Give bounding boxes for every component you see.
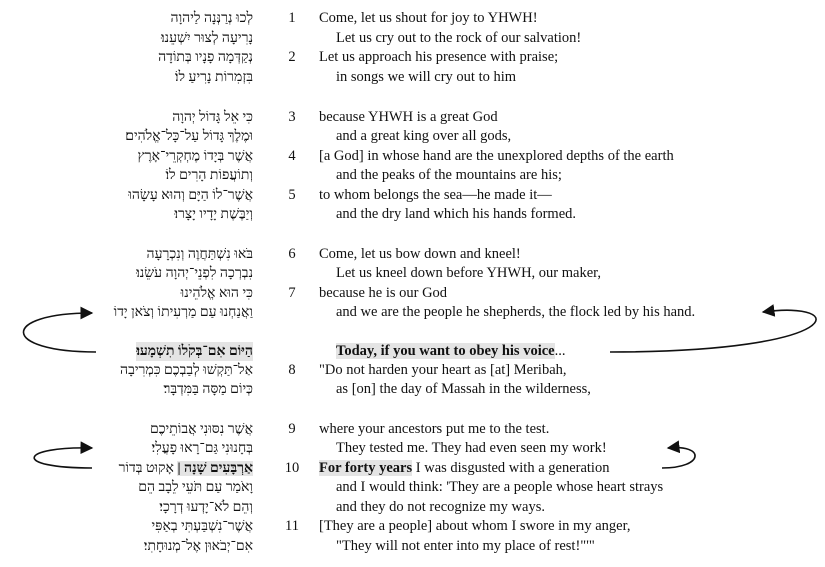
verse-number-4: 4 bbox=[288, 148, 296, 164]
english-line-7b: and we are the people he shepherds, the flock led by his hand. bbox=[336, 304, 696, 320]
left-curved-arrow-bottom bbox=[34, 448, 92, 468]
english-line-10a bbox=[319, 459, 609, 478]
verse-number-5: 5 bbox=[288, 187, 296, 203]
hebrew-line-8b: כְּיוֹם מַסָּה בַּמִּדְבָּר׃ bbox=[163, 382, 253, 397]
english-line-4b: and the peaks of the mountains are his; bbox=[336, 167, 562, 183]
hebrew-line-6a: בֹּאוּ נִשְׁתַּחֲוֶה וְנִכְרָעָה bbox=[146, 247, 253, 262]
hebrew-line-7c-highlight: הַיּוֹם אִם־בְּקֹלוֹ תִשְׁמָעוּ׃ bbox=[136, 344, 253, 359]
hebrew-line-10b: וָאֹמַר עַם תֹּעֵי לֵבָב הֵם bbox=[138, 480, 253, 495]
hebrew-line-5b: וְיַבֶּשֶׁת יָדָיו יָצָרוּ׃ bbox=[174, 207, 253, 222]
right-curved-arrow-bottom bbox=[662, 448, 695, 468]
english-line-9a: where your ancestors put me to the test. bbox=[319, 421, 550, 437]
english-line-1b: Let us cry out to the rock of our salvation! bbox=[336, 30, 582, 46]
english-highlight-forty-years: For forty years bbox=[319, 460, 413, 476]
verse-number-1: 1 bbox=[288, 10, 296, 26]
verse-number-3: 3 bbox=[288, 109, 296, 125]
english-line-7c bbox=[336, 342, 565, 361]
verse-number-6: 6 bbox=[288, 246, 296, 262]
english-line-2b: in songs we will cry out to him bbox=[336, 69, 517, 85]
english-line-9b: They tested me. They had even seen my work! bbox=[336, 440, 607, 456]
english-line-4a: [a God] in whose hand are the unexplored depths of the earth bbox=[319, 148, 674, 164]
hebrew-line-10c: וְהֵם לֹא־יָדְעוּ דְרָכָי׃ bbox=[159, 500, 253, 515]
left-curved-arrow-top bbox=[23, 313, 96, 352]
english-line-10a-rest: I was disgusted with a generation bbox=[412, 460, 610, 476]
english-line-1a: Come, let us shout for joy to YHWH! bbox=[319, 10, 538, 26]
english-line-5a: to whom belongs the sea—he made it— bbox=[319, 187, 552, 203]
hebrew-line-5a: אֲשֶׁר־לוֹ הַיָּם וְהוּא עָשָׂהוּ bbox=[128, 188, 253, 203]
english-line-10b: and I would think: 'They are a people whose heart strays bbox=[336, 479, 664, 495]
hebrew-line-1b: נָרִיעָה לְצוּר יִשְׁעֵנוּ׃ bbox=[160, 31, 253, 46]
english-line-7a: because he is our God bbox=[319, 285, 448, 301]
verse-number-10: 10 bbox=[284, 460, 300, 476]
english-line-3a: because YHWH is a great God bbox=[319, 109, 498, 125]
english-line-6a: Come, let us bow down and kneel! bbox=[319, 246, 521, 262]
hebrew-line-4a: אֲשֶׁר בְּיָדוֹ מֶחְקְרֵי־אָרֶץ bbox=[137, 149, 253, 164]
hebrew-line-1a: לְכוּ נְרַנְּנָה לַיהוָה bbox=[170, 11, 253, 26]
hebrew-line-6b: נִבְרְכָה לִפְנֵי־יְהוָה עֹשֵׂנוּ׃ bbox=[136, 266, 253, 281]
english-line-2a: Let us approach his presence with praise; bbox=[319, 49, 559, 65]
english-line-11a: [They are a people] about whom I swore in my anger, bbox=[319, 518, 631, 534]
english-line-6b: Let us kneel down before YHWH, our maker, bbox=[336, 265, 602, 281]
english-line-8b: as [on] the day of Massah in the wilderness, bbox=[336, 381, 591, 397]
english-ellipsis: ... bbox=[554, 343, 566, 359]
english-line-8a: "Do not harden your heart as [at] Meribah, bbox=[319, 362, 567, 378]
hebrew-line-3b: וּמֶלֶךְ גָּדוֹל עַל־כָּל־אֱלֹהִים׃ bbox=[125, 129, 253, 144]
verse-number-11: 11 bbox=[285, 518, 299, 534]
hebrew-line-4b: וְתוֹעֲפוֹת הָרִים לוֹ׃ bbox=[165, 168, 253, 183]
hebrew-line-11b: אִם־יְבֹאוּן אֶל־מְנוּחָתִי׃ bbox=[143, 539, 253, 554]
verse-number-7: 7 bbox=[288, 285, 296, 301]
verse-number-9: 9 bbox=[288, 421, 296, 437]
english-line-3b: and a great king over all gods, bbox=[336, 128, 512, 144]
hebrew-highlight-forty-years: אַרְבָּעִים שָׁנָה | bbox=[177, 461, 253, 476]
hebrew-line-10a-rest: אָקוּט בְּדוֹר bbox=[118, 461, 174, 476]
verse-number-2: 2 bbox=[288, 49, 296, 65]
hebrew-line-3a: כִּי אֵל גָּדוֹל יְהוָה bbox=[172, 110, 253, 125]
hebrew-line-9b: בְּחָנוּנִי גַּם־רָאוּ פָעֳלִי׃ bbox=[151, 441, 253, 456]
hebrew-line-2b: בִּזְמִרוֹת נָרִיעַ לוֹ׃ bbox=[174, 70, 253, 85]
hebrew-line-2a: נְקַדְּמָה פָנָיו בְּתוֹדָה bbox=[158, 50, 253, 65]
hebrew-line-7a: כִּי הוּא אֱלֹהֵינוּ bbox=[180, 286, 253, 301]
english-line-10c: and they do not recognize my ways. bbox=[336, 499, 545, 515]
english-line-5b: and the dry land which his hands formed. bbox=[336, 206, 577, 222]
hebrew-line-11a: אֲשֶׁר־נִשְׁבַּעְתִּי בְאַפִּי bbox=[151, 519, 253, 534]
english-highlight-today: Today, if you want to obey his voice bbox=[336, 343, 555, 359]
verse-number-8: 8 bbox=[288, 362, 296, 378]
hebrew-line-7b: וַאֲנַחְנוּ עַם מַרְעִיתוֹ וְצֹאן יָדוֹ bbox=[113, 305, 253, 320]
hebrew-line-8a: אַל־תַּקְשׁוּ לְבַבְכֶם כִּמְרִיבָה bbox=[120, 363, 253, 378]
hebrew-line-9a: אֲשֶׁר נִסּוּנִי אֲבוֹתֵיכֶם bbox=[149, 422, 253, 437]
hebrew-line-10a bbox=[119, 459, 253, 478]
english-line-11b: "They will not enter into my place of rest!"'" bbox=[336, 538, 595, 554]
